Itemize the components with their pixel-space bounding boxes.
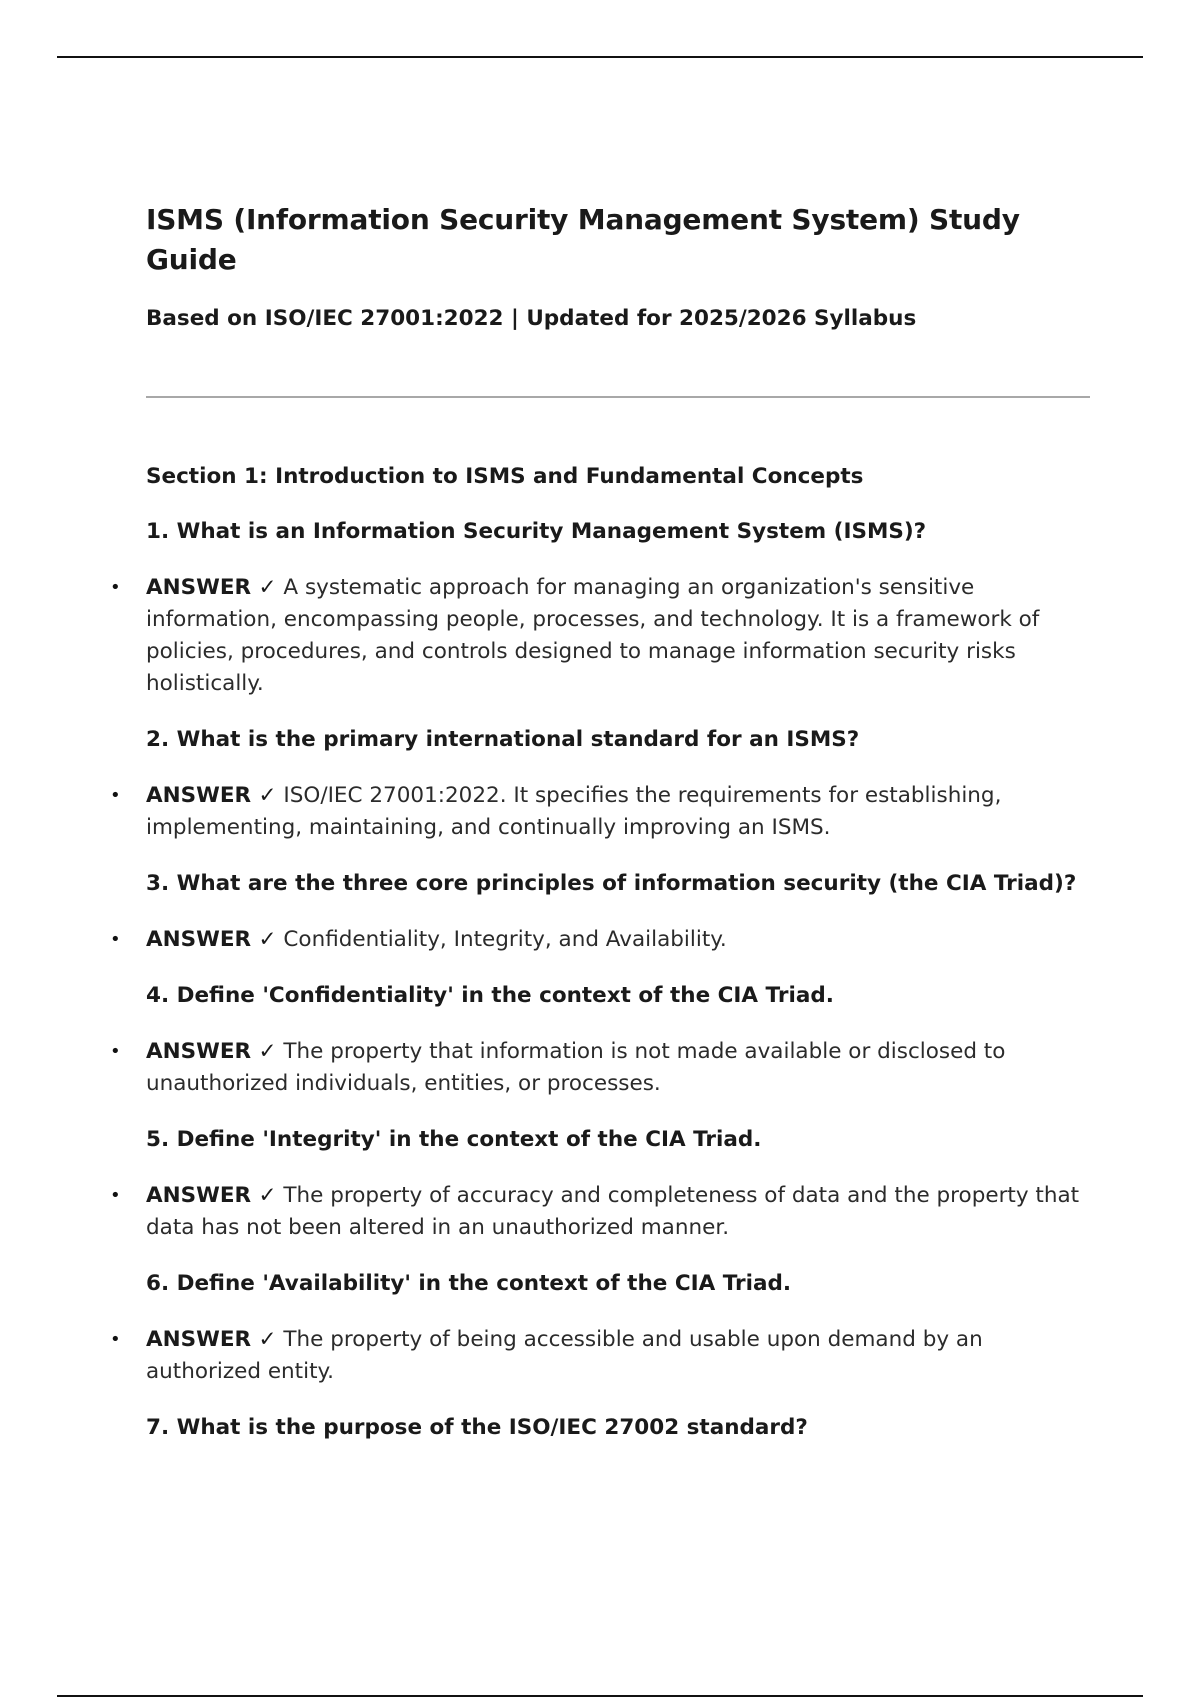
bullet-icon: • [110, 577, 121, 598]
bullet-icon: • [110, 785, 121, 806]
question-heading: 2. What is the primary international standard for an ISMS? [146, 727, 860, 752]
question-heading: 1. What is an Information Security Management System (ISMS)? [146, 519, 927, 544]
question-heading: 7. What is the purpose of the ISO/IEC 27002 standard? [146, 1415, 808, 1440]
answer-item [110, 1180, 1090, 1244]
answer-label: ANSWER ✓ [146, 783, 277, 808]
answer-item [110, 572, 1090, 700]
answer-text: Confidentiality, Integrity, and Availability. [283, 927, 727, 952]
answer-item [110, 1036, 1090, 1100]
question-heading: 3. What are the three core principles of information security (the CIA Triad)? [146, 871, 1077, 896]
answer-text: The property of being accessible and usable upon demand by an authorized entity. [146, 1327, 983, 1384]
section-heading: Section 1: Introduction to ISMS and Fundamental Concepts [146, 464, 864, 489]
document-subtitle: Based on ISO/IEC 27001:2022 | Updated for 2025/2026 Syllabus [146, 306, 917, 331]
answer-item [110, 924, 1090, 956]
answer-label: ANSWER ✓ [146, 1039, 277, 1064]
answer-item [110, 780, 1090, 844]
bullet-icon: • [110, 929, 121, 950]
answer-label: ANSWER ✓ [146, 1183, 277, 1208]
question-heading: 6. Define 'Availability' in the context of the CIA Triad. [146, 1271, 792, 1296]
document-title: ISMS (Information Security Management System) Study Guide [146, 203, 1020, 276]
bottom-rule [57, 1695, 1143, 1697]
question-heading: 4. Define 'Confidentiality' in the context of the CIA Triad. [146, 983, 834, 1008]
answer-text: A systematic approach for managing an organization's sensitive information, encompassing people, processes, and technology. It is a framework of policies, procedures, and controls designed to manage information security risks holistically. [146, 575, 1040, 696]
question-heading: 5. Define 'Integrity' in the context of the CIA Triad. [146, 1127, 762, 1152]
document-body [110, 200, 1090, 1443]
answer-text: The property of accuracy and completeness of data and the property that data has not been altered in an unauthorized manner. [146, 1183, 1080, 1240]
answer-label: ANSWER ✓ [146, 575, 277, 600]
bullet-icon: • [110, 1041, 121, 1062]
answer-item [110, 1324, 1090, 1388]
top-rule [57, 56, 1143, 58]
bullet-icon: • [110, 1329, 121, 1350]
answer-text: ISO/IEC 27001:2022. It specifies the requirements for establishing, implementing, maintaining, and continually improving an ISMS. [146, 783, 1002, 840]
answer-text: The property that information is not made available or disclosed to unauthorized individuals, entities, or processes. [146, 1039, 1006, 1096]
answer-label: ANSWER ✓ [146, 1327, 277, 1352]
section-divider [146, 396, 1090, 398]
bullet-icon: • [110, 1185, 121, 1206]
answer-label: ANSWER ✓ [146, 927, 277, 952]
qa-list [110, 517, 1090, 1443]
